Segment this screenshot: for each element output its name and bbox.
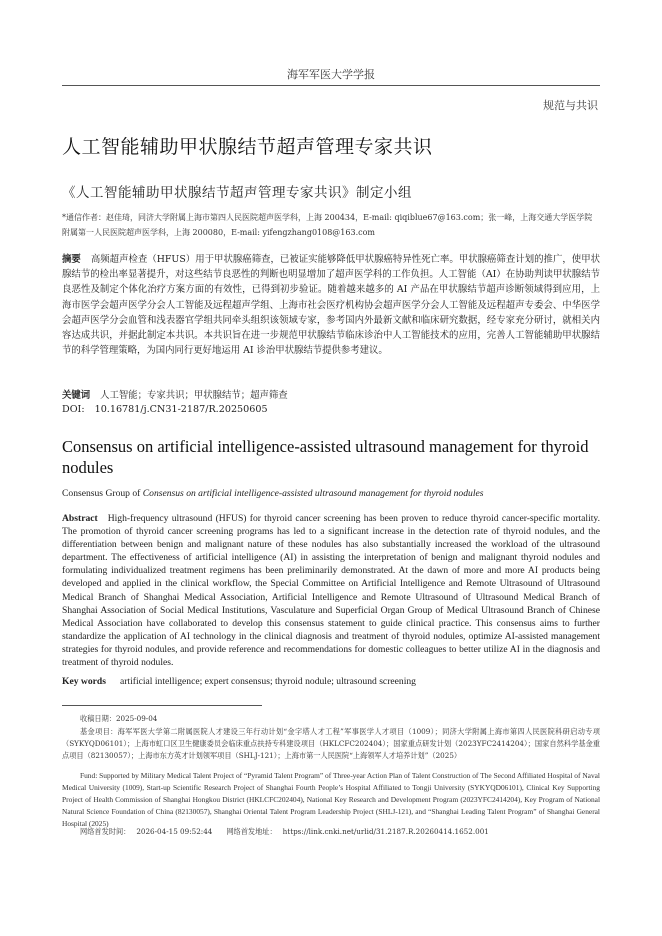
keywords-en-text: artificial intelligence; expert consensus; thyroid nodule; ultrasound screening [119, 676, 416, 687]
keywords-cn-text: 人工智能；专家共识；甲状腺结节；超声筛查 [100, 390, 288, 401]
section-tag: 规范与共识 [543, 99, 598, 112]
footnote-divider [62, 705, 262, 706]
doi-line [62, 403, 600, 417]
doi-value[interactable]: 10.16781/j.CN31-2187/R.20250605 [94, 404, 268, 415]
online-publication [62, 826, 600, 838]
corresponding-author-note: *通信作者：赵佳琦，同济大学附属上海市第四人民医院超声医学科，上海 200434，E-mail: qiqiblue67@163.com；张一峰，上海交通大学医学院附属第一人民医院超声医学科，上海 200080，E-mail: yifengzhang0108@163.com [62, 213, 593, 237]
received-date: 收稿日期：2025-09-04 [80, 714, 158, 723]
doi-label: DOI: [62, 404, 85, 415]
online-url-label: 网络首发地址： [226, 827, 277, 836]
author-group-en [62, 488, 600, 499]
journal-header: 海军军医大学学报 [287, 68, 375, 81]
keywords-en [62, 675, 600, 688]
fund-note-cn: 基金项目：海军军医大学第二附属医院人才建设三年行动计划“金字塔人才工程”军事医学人才项目（1009）；同济大学附属上海市第四人民医院科研启动专项（SYKYQD06101）；上海市虹口区卫生健康委员会临床重点扶持专科建设项目（HKLCFC202404）；国家重点研发计划（2023YFC2414204）；国家自然科学基金重点项目（82130057）；上海市东方英才计划领军项目（SHLJ-121）；上海市第一人民医院“上海领军人才培养计划”（2025） [62, 727, 600, 760]
abstract-en-label: Abstract [62, 513, 98, 524]
keywords-cn [62, 389, 600, 403]
online-time-label: 网络首发时间： [80, 827, 131, 836]
online-time: 2026-04-15 09:52:44 [136, 827, 213, 836]
online-url-link[interactable]: https://link.cnki.net/urlid/31.2187.R.20260414.1652.001 [282, 827, 489, 836]
abstract-cn [62, 252, 600, 358]
abstract-cn-text: 高频超声检查（HFUS）用于甲状腺癌筛查，已被证实能够降低甲状腺癌特异性死亡率。甲状腺癌筛查计划的推广，使甲状腺结节的检出率显著提升，对这些结节良恶性的判断也明显增加了超声医学科的工作负担。人工智能（AI）在协助判读甲状腺结节良恶性及制定个体化治疗方案方面的有效性，已得到初步验证。随着越来越多的 AI 产品在甲状腺结节超声诊断领域得到应用，上海市医学会超声医学分会人工智能及远程超声学组、上海市社会医疗机构协会超声医学分会人工智能及远程超声专委会、中华医学会超声医学分会血管和浅表器官学组共同牵头组织该领域专家，参考国内外最新文献和临床研究数据，经专家充分研讨，就相关内容达成共识，并据此制定本共识。本共识旨在进一步规范甲状腺结节临床诊治中人工智能技术的应用，完善人工智能辅助甲状腺结节的科学管理策略，为国内同行更好地运用 AI 诊治甲状腺结节提供参考建议。 [62, 254, 600, 357]
keywords-cn-label: 关键词 [62, 390, 91, 401]
author-group-cn: 《人工智能辅助甲状腺结节超声管理专家共识》制定小组 [62, 185, 412, 201]
article-title-cn: 人工智能辅助甲状腺结节超声管理专家共识 [62, 136, 433, 158]
fund-note-en: Fund: Supported by Military Medical Talent Project of “Pyramid Talent Program” of Three-year Action Plan of Talent Construction of The Second Affiliated Hospital of Naval Medical University (1009), Start-up Scientific Research Project of Shanghai Fourth People’s Hospital Affiliated to Tongji University (SYKYQD06101), Clinical Key Supporting Project of Health Commission of Shanghai Hongkou District (HKLCFC202404), National Key Research and Development Program (2023YFC2414204), Key Program of National Natural Science Foundation of China (82130057), Shanghai Oriental Talent Program Leadership Project (SHLJ-121), and “Shanghai Leading Talent Program” of Shanghai General Hospital (2025) [62, 771, 600, 828]
author-en-italic: Consensus on artificial intelligence-assisted ultrasound management for thyroid nodules [142, 488, 484, 499]
abstract-en-text: High-frequency ultrasound (HFUS) for thyroid cancer screening has been proven to reduce thyroid cancer-specific mortality. The promotion of thyroid cancer screening programs has led to a significant increase in the detection rate of thyroid nodules, and the differentiation between benign and malignant nature of these nodules has also substantially increased the workload of the ultrasound department. The effectiveness of artificial intelligence (AI) in assisting the interpretation of benign and malignant thyroid nodules and formulating individualized treatment regimens has been preliminarily demonstrated. At the dawn of more and more AI products being developed and applied in the clinical workflow, the Special Committee on Artificial Intelligence and Remote Ultrasound of Ultrasound Medical Branch of Shanghai Medical Association, Artificial Intelligence and Remote Ultrasound of Ultrasound Medical Branch of Shanghai Association of Social Medical Institutions, Vasculature and Superficial Organ Group of Medical Ultrasound Branch of Chinese Medical Association have collaborated to develop this consensus statement to guide clinical practice. This consensus aims to further standardize the application of AI technology in the clinical diagnosis and treatment of thyroid nodules, optimize AI-assisted management strategies for thyroid nodules, and provide reference and recommendations for domestic colleagues to better utilize AI in the diagnosis and treatment of thyroid nodules. [62, 513, 600, 669]
article-title-en: Consensus on artificial intelligence-assisted ultrasound management for thyroid nodules [62, 437, 589, 477]
abstract-cn-label: 摘要 [62, 254, 81, 265]
keywords-en-label: Key words [62, 676, 106, 687]
header-divider [62, 85, 600, 86]
abstract-en [62, 512, 600, 669]
author-en-prefix: Consensus Group of [62, 488, 143, 499]
